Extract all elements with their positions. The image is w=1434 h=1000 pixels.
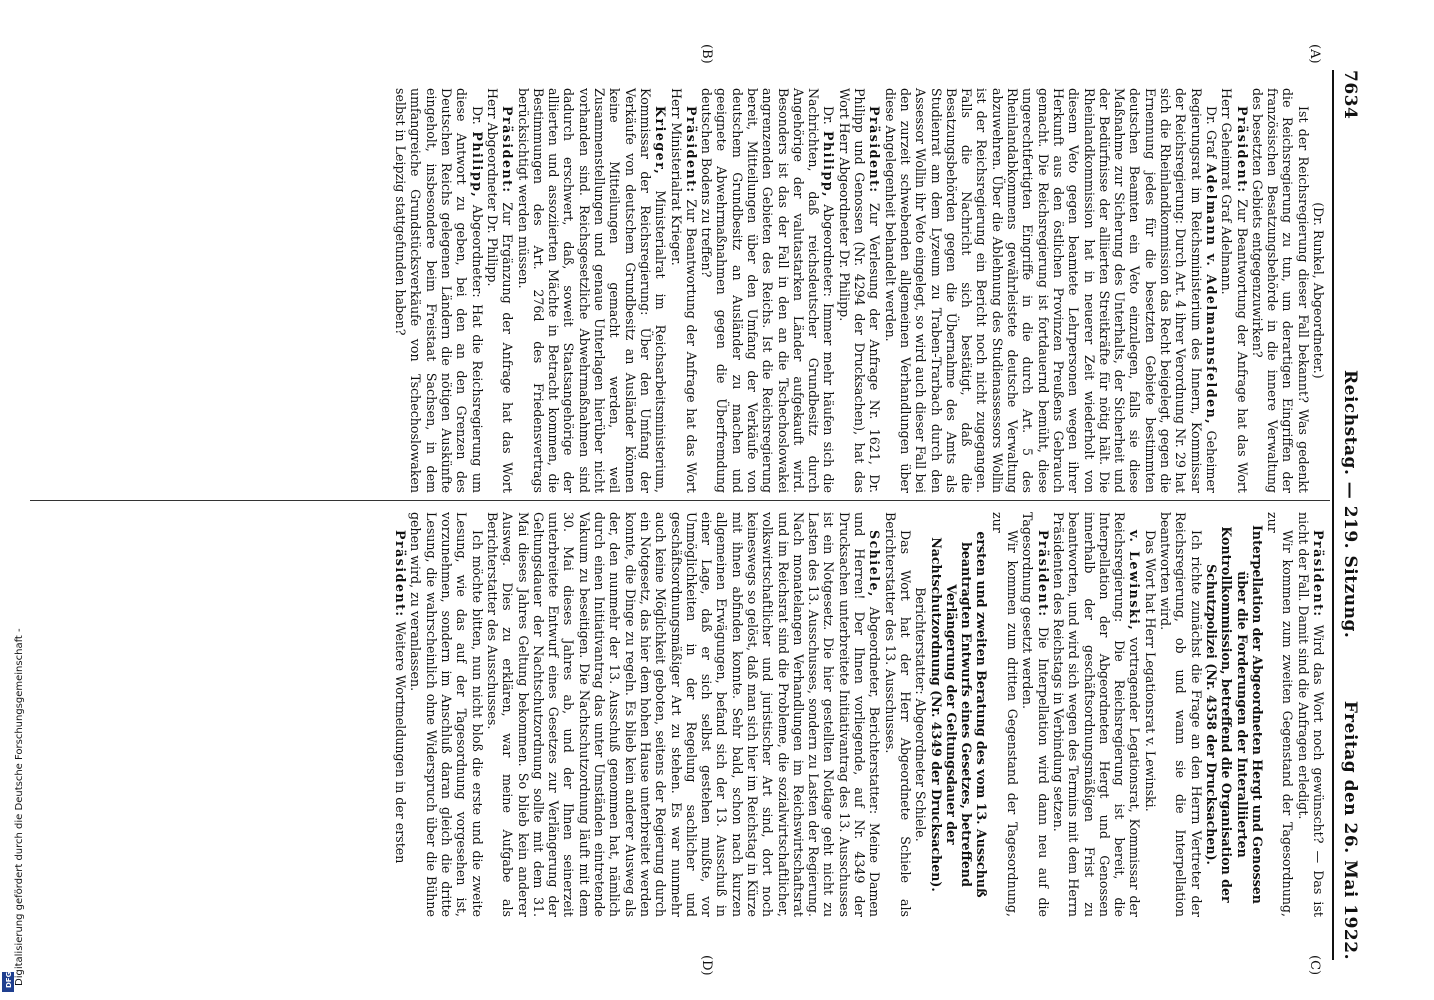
- speech-text: Abgeordneter, Berichterstatter: Meine Damen und Herren! Der Ihnen vorliegende, auf Nr. 4349 der Drucksachen unterbreitete Initiativantrag des 13. Ausschusses ist ein Notgesetz. Die hier gestellten Notlage geht nicht zu Lasten des 13. Ausschusses, sondern zu Lasten der Regierung. Nach monatelangen Verhandlungen im Reichswirtschaftsrat und im Reichsrat sind die Probleme, die sozialwirtschaftlicher, volkswirtschaftlicher und juristischer Art sind, dort noch keineswegs so gelöst, daß man sich hier im Reichstag in Kürze mit ihnen abfinden konnte. Sehr bald, schon nach kurzen allgemeinen Erwägungen, befand sich der 13. Ausschuß in einer Lage, daß er sich selbst gestehen mußte, vor Unmöglichkeiten in der Regelung sachlicher und geschäftsordnungsmäßiger Art zu stehen. Es war nunmehr auch keine Möglichkeit geboten, seitens der Regierung durch ein Notgesetz, das hier dem hohen Hause unterbreitet werden konnte, die Dinge zu regeln. Es blieb kein anderer Ausweg als der, den nunmehr der 13. Ausschuß genommen hat, nämlich durch einen Initiativantrag das unter Umständen eintretende Vakuum zu beseitigen. Die Nachtschutzordnung läuft mit dem 30. Mai dieses Jahres ab, und der Ihnen seinerzeit unterbreitete Entwurf eines Gesetzes zur Verlängerung der Geltungsdauer der Nachtschutzordnung sollte mit dem 31. Mai dieses Jahres Geltung bekommen. So blieb kein anderer Ausweg. Dies zu erklären, war meine Aufgabe als Berichterstatter des Ausschusses.: [484, 512, 883, 917]
- speaker-title: Dr. Graf: [1203, 106, 1219, 159]
- speech-text: Zur Beantwortung der Anfrage hat das Wort Herr Ministerialrat Krieger.: [668, 88, 699, 493]
- speech-paragraph: [837, 88, 883, 493]
- speaker-name: Präsident:: [1234, 106, 1250, 194]
- speaker-name: Schiele,: [867, 530, 883, 598]
- funding-credit: Digitalisierung gefördert durch die Deutsche Forschungsgemeinschaft -: [14, 628, 25, 986]
- dfg-logo-text: DFG: [5, 971, 13, 988]
- speech-paragraph: [1219, 88, 1250, 493]
- margin-mark-b: (B): [699, 44, 714, 64]
- speaker-name: v. Lewinski,: [1127, 530, 1143, 632]
- digitization-sidebar: [0, 0, 25, 1000]
- speech-paragraph: [515, 88, 668, 493]
- speaker-name: Präsident:: [683, 106, 699, 194]
- paragraph: Wir kommen zum dritten Gegenstand der Tagesordnung, zur: [989, 512, 1021, 917]
- agenda-item: Interpellation der Abgeordneten Hergt und Genossen über die Forderungen der Interalliierten Kontrollkommission, betreffend die Organisation der Schutzpolizei (Nr. 4358 der Drucksachen).: [1203, 525, 1265, 904]
- speech-text: Abgeordneter: Hat die Reichsregierung um diese Antwort zu geben, bei den an den Grenzen des Deutschen Reichs gelegenen Ländern die nötigen Auskünfte eingeholt, insbesondere beim Freistaat Sachsen, in dem umfangreiche Grundstücksverkäufe von Tschechoslowaken selbst in Leipzig stattgefunden haben?: [393, 88, 485, 493]
- paragraph: Wir kommen zum zweiten Gegenstand der Tagesordnung, zur: [1265, 512, 1296, 917]
- paragraph: Ist der Reichsregierung dieser Fall bekannt? Was gedenkt die Reichsregierung zu tun, um derartigen Eingriffen der französischen Besatzungsbehörde in die innere Verwaltung des besetzten Gebiets entgegenzuwirken?: [1249, 88, 1311, 493]
- speech-paragraph: [699, 88, 837, 493]
- paragraph: Das Wort hat der Herr Abgeordnete Schiele als Berichterstatter des 13. Ausschusses.: [882, 512, 913, 917]
- speech-paragraph: [1051, 512, 1143, 917]
- speech-text: Ministerialrat im Reichsarbeitsministerium, Kommissar der Reichsregierung: Über den Umfang der Verkäufe von deutschem Grundbesitz an Ausländer können keine Mitteilungen gemacht werden, weil Zusammenstellungen und genaue Unterlagen hierüber nicht vorhanden sind. Reichsgesetzliche Abwehrmaßnahmen sind dadurch erschwert, daß, soweit Staatsangehörige der alliierten und assoziierten Mächte in Betracht kommen, die Bestimmungen des Art. 276d des Friedensvertrags berücksichtigt werden müssen.: [515, 88, 669, 493]
- speaker-name: Präsident:: [867, 106, 883, 194]
- agenda-item: ersten und zweiten Beratung des vom 13. Ausschuß beantragten Entwurfs eines Gesetzes, betreffend Verlängerung der Geltungsdauer der Nachtschutzordnung (Nr. 4349 der Drucksachen).: [928, 531, 990, 898]
- speaker-name: Krieger,: [653, 106, 669, 176]
- speech-text: Zur Beantwortung der Anfrage hat das Wort Herr Geheimrat Graf Adelmann.: [1219, 88, 1250, 493]
- right-column: [393, 512, 1326, 917]
- paragraph: Ich möchte bitten, nun nicht bloß die erste und die zweite Lesung, wie das auf der Tagesordnung vorgesehen ist, vorzunehmen, sondern im Anschluß daran gleich die dritte Lesung, die wahrscheinlich ohne Widerspruch über die Bühne gehen wird, zu veranlassen.: [408, 512, 485, 917]
- left-column: [393, 88, 1326, 493]
- speech-text: Zur Ergänzung der Anfrage hat das Wort Herr Abgeordneter Dr. Philipp.: [484, 88, 516, 493]
- paragraph: Das Wort hat Herr Legationsrat v. Lewinski.: [1142, 530, 1158, 812]
- speaker-title: Dr.: [821, 106, 837, 125]
- page-header: [1332, 70, 1362, 960]
- speaker-name: Philipp,: [821, 130, 837, 198]
- speech-paragraph: [393, 512, 408, 917]
- speaker-title: Dr.: [469, 106, 485, 125]
- session-title: Reichstag. — 219. Sitzung.: [1340, 370, 1360, 639]
- speech-paragraph: [1020, 512, 1051, 917]
- margin-mark-c: (C): [1307, 955, 1322, 976]
- speaker-name: Adelmann v. Adelmannsfelden,: [1203, 163, 1219, 426]
- speech-text: Weitere Wortmeldungen in der ersten: [393, 621, 409, 864]
- margin-mark-a: (A): [1307, 44, 1322, 64]
- speech-text: Die Interpellation wird dann neu auf die Tagesordnung gesetzt werden.: [1020, 512, 1051, 917]
- speech-paragraph: [393, 88, 485, 493]
- speech-paragraph: [485, 88, 516, 493]
- speech-paragraph: [485, 512, 883, 917]
- speech-text: Wird das Wort noch gewünscht? — Das ist nicht der Fall. Damit sind die Anfragen erledigt.: [1295, 512, 1326, 917]
- margin-mark-d: (D): [699, 955, 714, 976]
- speech-paragraph: [1295, 512, 1326, 917]
- speech-text: Geheimer Regierungsrat im Reichsministerium des Innern, Kommissar der Reichsregierung: Durch Art. 4 ihrer Verordnung Nr. 29 hat sich die Rheinlandkommission das Recht beigelegt, gegen die Ernennung jedes für die besetzten Gebiete bestimmten deutschen Beamten ein Veto einzulegen, falls sie diese Maßnahme zur Sicherung des Unterhalts, der Sicherheit und der Bedürfnisse der alliierten Streitkräfte für nötig hält. Die Rheinlandkommission hat in neuerer Zeit wiederholt von diesem Veto gegen beamtete Lehrpersonen wegen ihrer Herkunft aus den östlichen Provinzen Preußens Gebrauch gemacht. Die Reichsregierung ist fortdauernd bemüht, diese ungerechtfertigten Eingriffe in die durch Art. 5 des Rheinlandabkommens gewährleistete deutsche Verwaltung abzuwehren. Über die Ablehnung des Studienassessors Wollin ist der Reichsregierung ein Bericht noch nicht zugegangen. Falls die Nachricht sich bestätigt, daß die Besatzungsbehörden gegen die Übernahme des Amts als Studienrat am dem Lyzeum zu Traben-Trarbach durch den Assessor Wollin ihr Veto eingelegt, so wird auch dieser Fall bei den zurzeit schwebenden allgemeinen Verhandlungen über diese Angelegenheit behandelt werden.: [882, 88, 1219, 493]
- speech-paragraph: [668, 88, 699, 493]
- speaker-name: Präsident:: [1311, 530, 1326, 618]
- session-date: Freitag den 26. Mai 1922.: [1340, 700, 1360, 960]
- speech-text: Zur Verlesung der Anfrage Nr. 1621, Dr. Philipp und Genossen (Nr. 4294 der Drucksachen), hat das Wort Herr Abgeordneter Dr. Philipp.: [836, 88, 883, 493]
- speaker-name: Präsident:: [500, 106, 516, 194]
- page-number: 7634: [1340, 70, 1360, 120]
- speech-text: vortragender Legationsrat, Kommissar der Reichsregierung: Die Reichsregierung ist bereit, die Interpellation der Abgeordneten Hergt und Genossen innerhalb der geschäftsordnungsmäßigen Frist zu beantworten, und wird sich wegen des Termins mit dem Herrn Präsidenten des Reichstags in Verbindung setzen.: [1050, 512, 1143, 917]
- speaker-name: Präsident:: [393, 530, 409, 618]
- paragraph: Ich richte zunächst die Frage an den Herrn Vertreter der Reichsregierung, ob und wann sie die Interpellation beantworten wird.: [1158, 512, 1204, 917]
- speaker-name: Präsident:: [1035, 530, 1051, 618]
- speech-paragraph: [882, 88, 1219, 493]
- rapporteur-line: Berichterstatter: Abgeordneter Schiele.: [913, 587, 929, 842]
- speaker-name: Philipp,: [469, 131, 485, 199]
- speech-text: Abgeordneter: Immer mehr häufen sich die Nachrichten, daß reichsdeutscher Grundbesitz durch Angehörige der valutastarken Länder aufgekauft wird. Besonders ist das der Fall in den an die Tschechoslowakei angrenzenden Gebieten des Reichs. Ist die Reichsregierung bereit, Mitteilungen über den Umfang der Verkäufe von deutschem Grundbesitz an Ausländer zu machen und geeignete Abwehrmaßnahmen gegen die Überfremdung deutschen Bodens zu treffen?: [699, 88, 837, 493]
- speaker-continuation: (Dr. Runkel, Abgeordneter.): [1311, 202, 1326, 379]
- dfg-logo: [2, 972, 14, 992]
- column-divider: [30, 500, 1330, 501]
